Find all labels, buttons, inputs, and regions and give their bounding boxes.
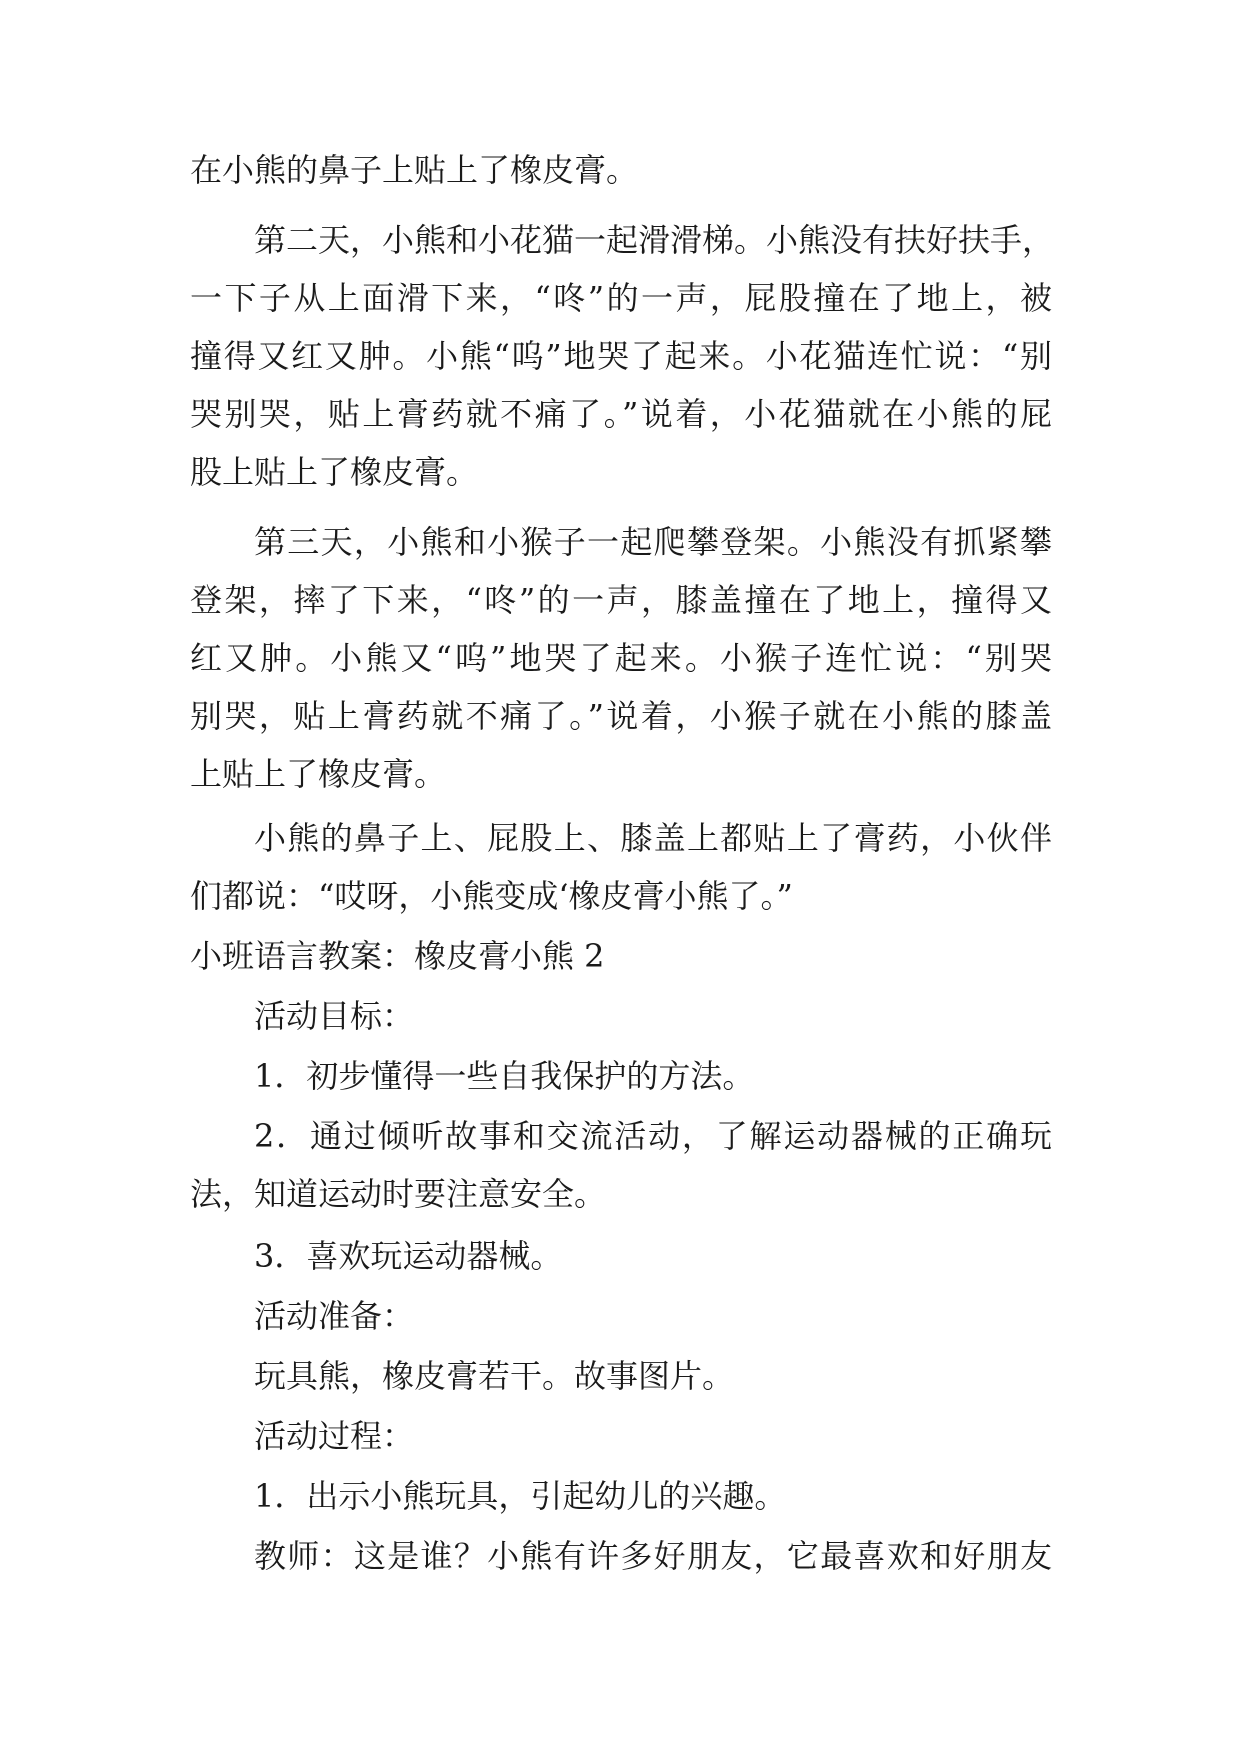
text-line: 活动准备： <box>254 1297 415 1335</box>
text-line: 股上贴上了橡皮膏。 <box>190 453 479 491</box>
text-line: 1．出示小熊玩具，引起幼儿的兴趣。 <box>254 1477 787 1515</box>
text-line: 活动目标： <box>254 997 415 1035</box>
text-line: 法，知道运动时要注意安全。 <box>190 1175 607 1213</box>
text-line: 第三天，小熊和小猴子一起爬攀登架。小熊没有抓紧攀 <box>254 523 1052 561</box>
text-line: 撞得又红又肿。小熊“呜”地哭了起来。小花猫连忙说：“别 <box>190 337 1052 375</box>
text-line: 一下子从上面滑下来，“咚”的一声，屁股撞在了地上，被 <box>190 279 1052 317</box>
text-line: 哭别哭，贴上膏药就不痛了。”说着，小花猫就在小熊的屁 <box>190 395 1052 433</box>
text-line: 在小熊的鼻子上贴上了橡皮膏。 <box>190 151 639 189</box>
text-line: 小熊的鼻子上、屁股上、膝盖上都贴上了膏药，小伙伴 <box>254 819 1052 857</box>
section-heading: 小班语言教案：橡皮膏小熊 2 <box>190 937 605 975</box>
text-line: 们都说：“哎呀，小熊变成‘橡皮膏小熊了。” <box>190 877 793 915</box>
text-line: 登架，摔了下来，“咚”的一声，膝盖撞在了地上，撞得又 <box>190 581 1052 619</box>
text-line: 别哭，贴上膏药就不痛了。”说着，小猴子就在小熊的膝盖 <box>190 697 1052 735</box>
text-line: 1．初步懂得一些自我保护的方法。 <box>254 1057 755 1095</box>
text-line: 2．通过倾听故事和交流活动，了解运动器械的正确玩 <box>254 1117 1052 1155</box>
text-line: 玩具熊，橡皮膏若干。故事图片。 <box>254 1357 735 1395</box>
text-line: 教师：这是谁？小熊有许多好朋友，它最喜欢和好朋友 <box>254 1537 1052 1575</box>
text-line: 3．喜欢玩运动器械。 <box>254 1237 563 1275</box>
text-line: 第二天，小熊和小花猫一起滑滑梯。小熊没有扶好扶手， <box>254 221 1055 259</box>
text-line: 上贴上了橡皮膏。 <box>190 755 447 793</box>
text-line: 活动过程： <box>254 1417 415 1455</box>
text-line: 红又肿。小熊又“呜”地哭了起来。小猴子连忙说：“别哭 <box>190 639 1052 677</box>
